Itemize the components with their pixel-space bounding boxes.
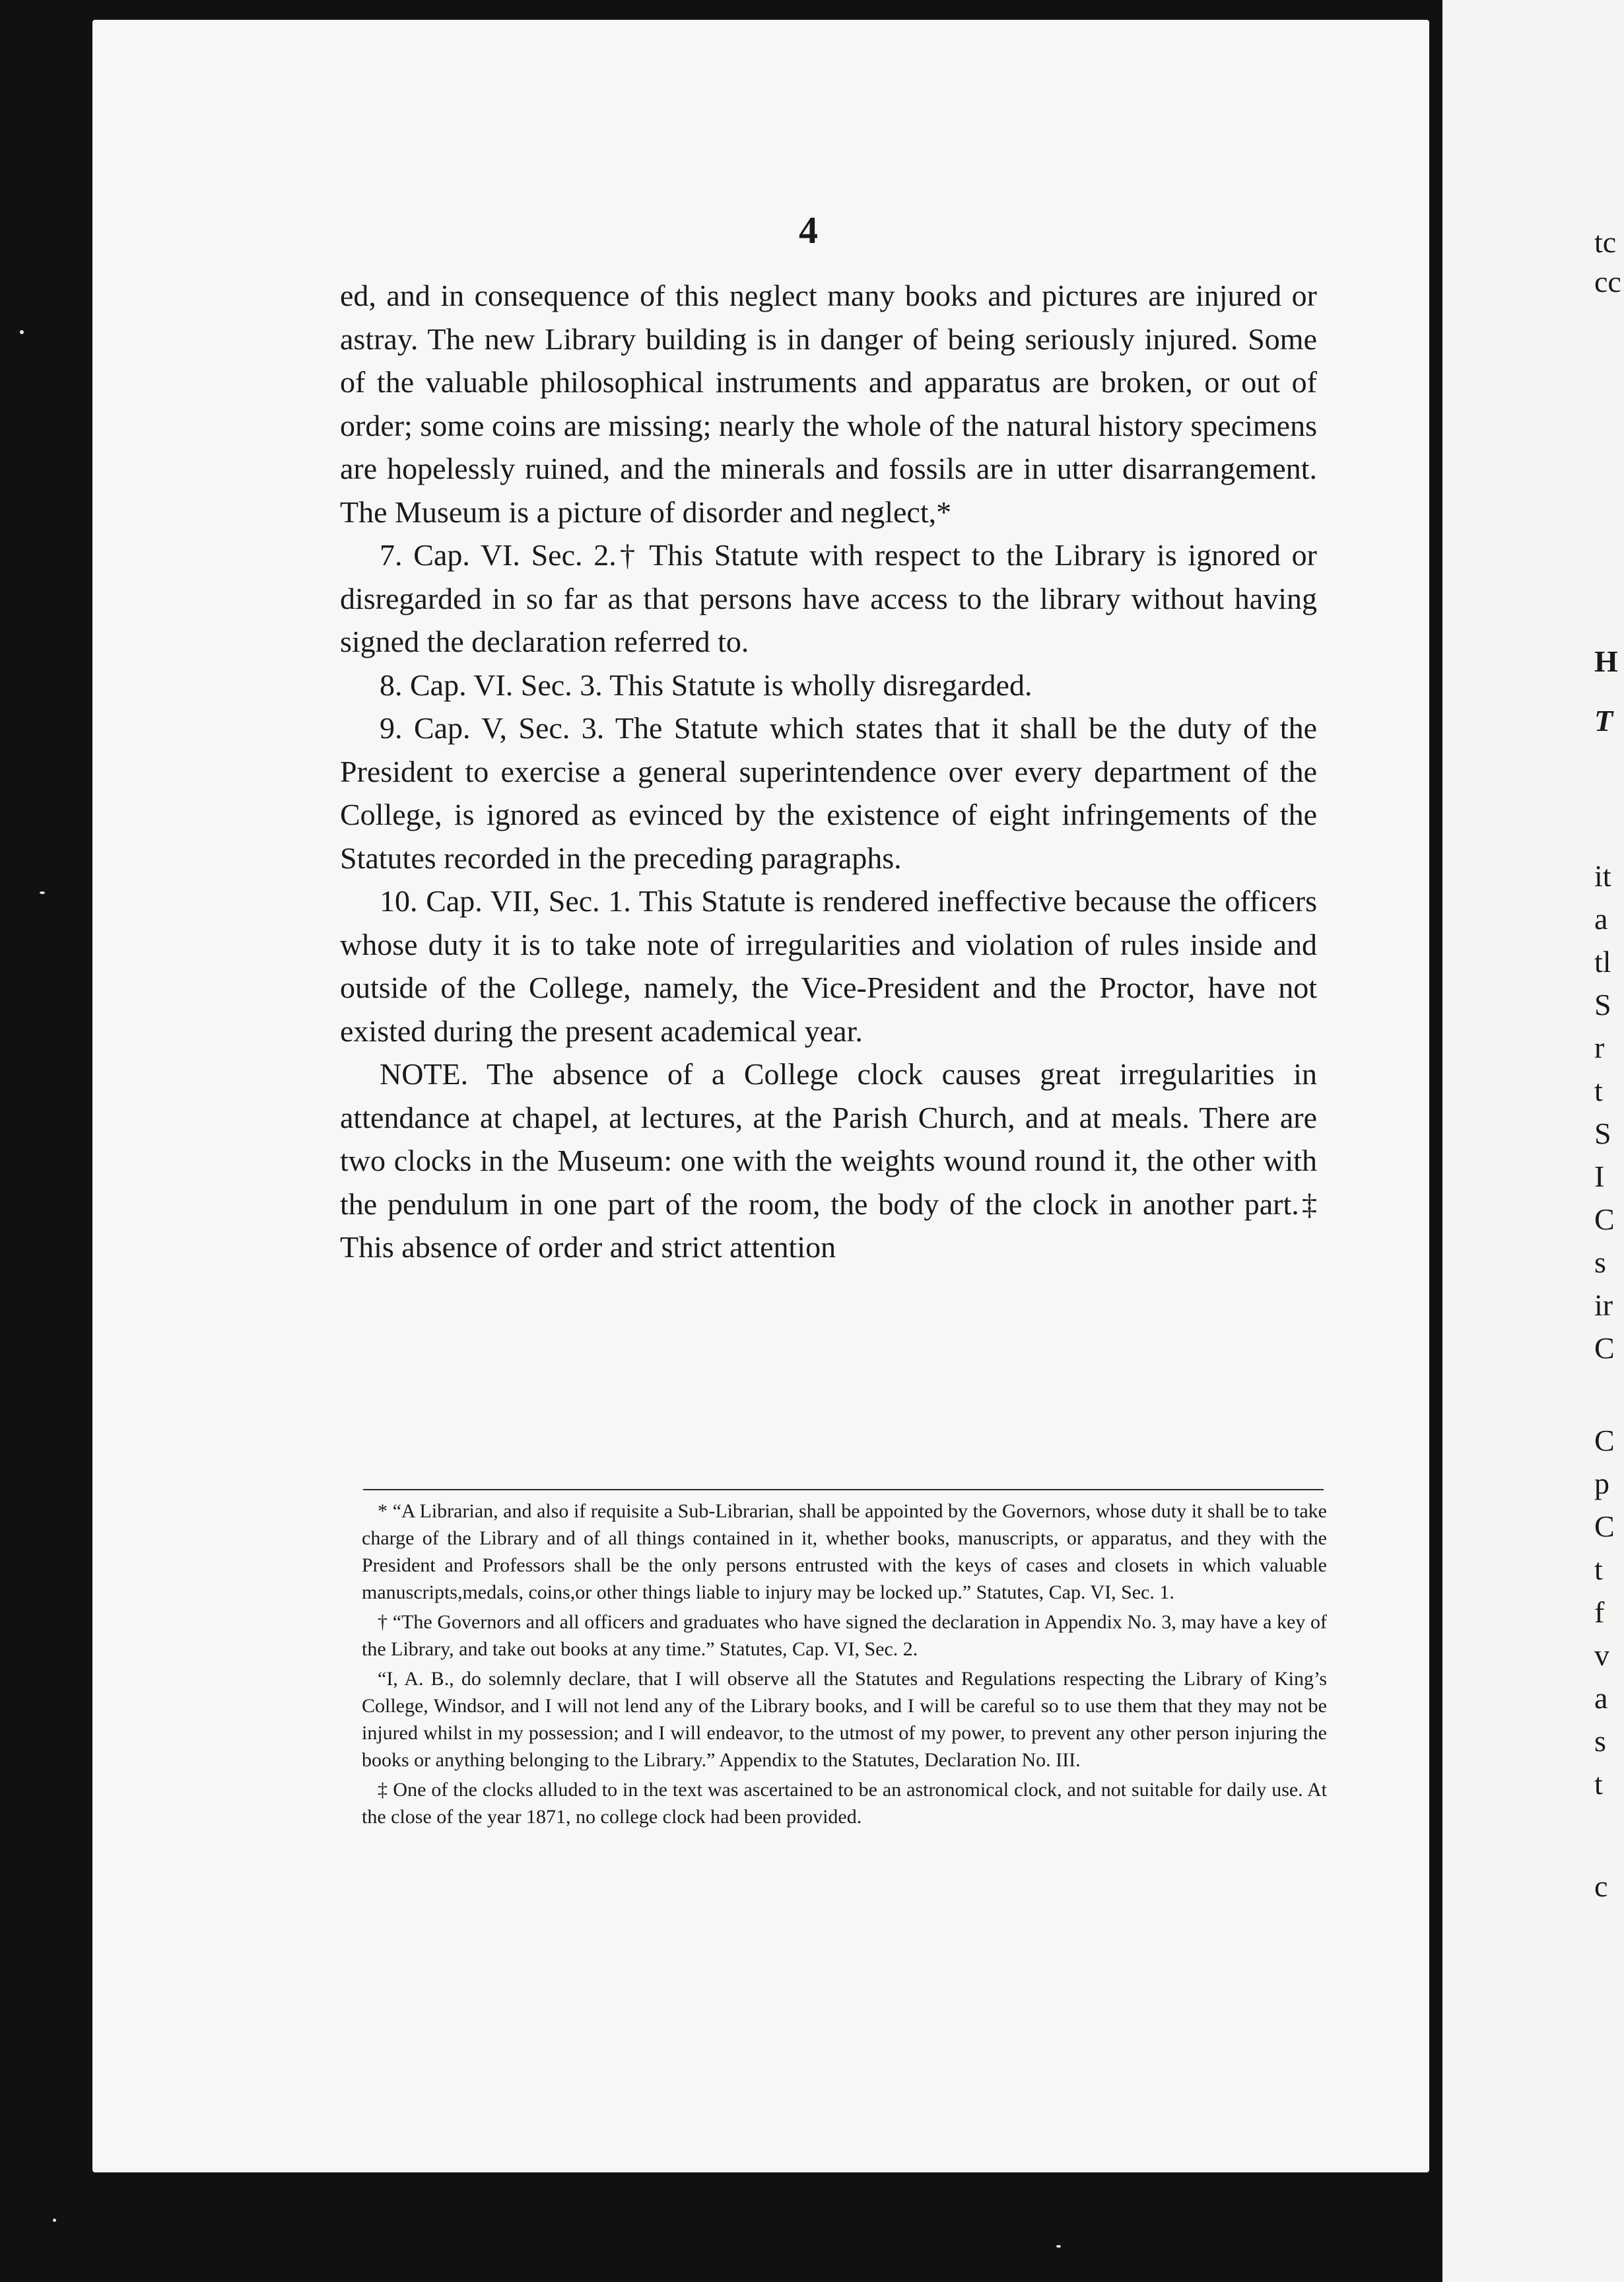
right-page-fragment: v	[1594, 1638, 1609, 1672]
right-page-fragment: p	[1594, 1467, 1609, 1500]
page-number: 4	[799, 209, 818, 252]
footnote-declaration: “I, A. B., do solemnly declare, that I will observe all the Statutes and Regulations respecting the Library of King’s College, Windsor, and I will not lend any of the Library books, and I will be careful so to use them that they may not be injured whilst in my possession; and I will endeavor, to the utmost of my power, to prevent any other person injuring the books or anything belonging to the Library.” Appendix to the Statutes, Declaration No. III.	[362, 1668, 1327, 1771]
paragraph-item-10: 10. Cap. VII, Sec. 1. This Statute is rendered ineffective because the officers whose duty it is to take note of irregularities and violation of rules inside and outside of the College, namely, the Vice-President and the Proctor, have not existed during the present academical year.	[340, 884, 1317, 1048]
right-page-fragment: C	[1594, 1202, 1615, 1236]
right-page-fragment: tl	[1594, 945, 1611, 979]
right-page-fragment: tc	[1594, 225, 1617, 259]
footnote-dagger: † “The Governors and all officers and graduates who have signed the declaration in Appendix No. 3, may have a key of the Library, and take out books at any time.” Statutes, Cap. VI, Sec. 2.	[362, 1611, 1327, 1660]
right-page-fragment: H	[1594, 644, 1618, 678]
right-page-fragment: t	[1594, 1767, 1603, 1801]
paragraph-item-8: 8. Cap. VI. Sec. 3. This Statute is wholly disregarded.	[380, 668, 1032, 702]
right-page-fragment: I	[1594, 1159, 1605, 1193]
right-page-fragment: c	[1594, 1869, 1608, 1903]
footnotes	[362, 1498, 1327, 1833]
right-page-fragment: ir	[1594, 1288, 1613, 1322]
body-text	[340, 274, 1317, 1269]
scan-speck	[20, 330, 24, 334]
scan-speck	[53, 2219, 56, 2222]
paragraph-note: NOTE. The absence of a College clock causes great irregularities in attendance at chapel, at lectures, at the Parish Church, and at meals. There are two clocks in the Museum: one with the weights wound round it, the other with the pendulum in one part of the room, the body of the clock in another part.‡ This absence of order and strict attention	[340, 1057, 1317, 1264]
right-page-fragment: C	[1594, 1424, 1615, 1457]
right-page-edge	[1442, 0, 1624, 2282]
paragraph-item-7: 7. Cap. VI. Sec. 2.† This Statute with respect to the Library is ignored or disregarded in so far as that persons have access to the library without having signed the declaration referred to.	[340, 538, 1317, 658]
scan-speck	[40, 891, 45, 894]
footnote-divider	[363, 1489, 1324, 1490]
right-page-fragment: t	[1594, 1552, 1603, 1586]
footnote-double-dagger: ‡ One of the clocks alluded to in the text was ascertained to be an astronomical clock, and not suitable for daily use. At the close of the year 1871, no college clock had been provided.	[362, 1779, 1327, 1828]
right-page-fragment: T	[1594, 704, 1613, 738]
right-page-fragment: a	[1594, 902, 1608, 936]
right-page-fragment: f	[1594, 1595, 1605, 1629]
right-page-fragment: cc	[1594, 265, 1621, 298]
right-page-fragment: s	[1594, 1724, 1606, 1758]
paragraph-continuation: ed, and in consequence of this neglect many books and pictures are injured or astray. The new Library building is in danger of being seriously injured. Some of the valuable philosophical instruments and apparatus are broken, or out of order; some coins are missing; nearly the whole of the natural history specimens are hopelessly ruined, and the minerals and fossils are in utter disarrangement. The Museum is a picture of disorder and neglect,*	[340, 279, 1317, 529]
right-page-fragment: s	[1594, 1245, 1606, 1279]
right-page-fragment: it	[1594, 859, 1611, 893]
right-page-fragment: S	[1594, 1117, 1611, 1150]
scan-speck	[1056, 2245, 1061, 2248]
right-page-fragment: C	[1594, 1331, 1615, 1365]
right-page-fragment: a	[1594, 1681, 1608, 1715]
right-page-fragment: t	[1594, 1074, 1603, 1107]
footnote-asterisk: * “A Librarian, and also if requisite a Sub-Librarian, shall be appointed by the Governors, whose duty it shall be to take charge of the Library and of all things contained in it, whether books, manuscripts, or apparatus, and they with the President and Professors shall be the only persons entrusted with the keys of cases and closets in which valuable manuscripts,medals, coins,or other things liable to injury may be locked up.” Statutes, Cap. VI, Sec. 1.	[362, 1500, 1327, 1603]
right-page-fragment: C	[1594, 1509, 1615, 1543]
right-page-fragment: S	[1594, 988, 1611, 1021]
paragraph-item-9: 9. Cap. V, Sec. 3. The Statute which states that it shall be the duty of the President to exercise a general superintendence over every department of the College, is ignored as evinced by the existence of eight infringements of the Statutes recorded in the preceding paragraphs.	[340, 711, 1317, 875]
right-page-fragment: r	[1594, 1031, 1605, 1064]
